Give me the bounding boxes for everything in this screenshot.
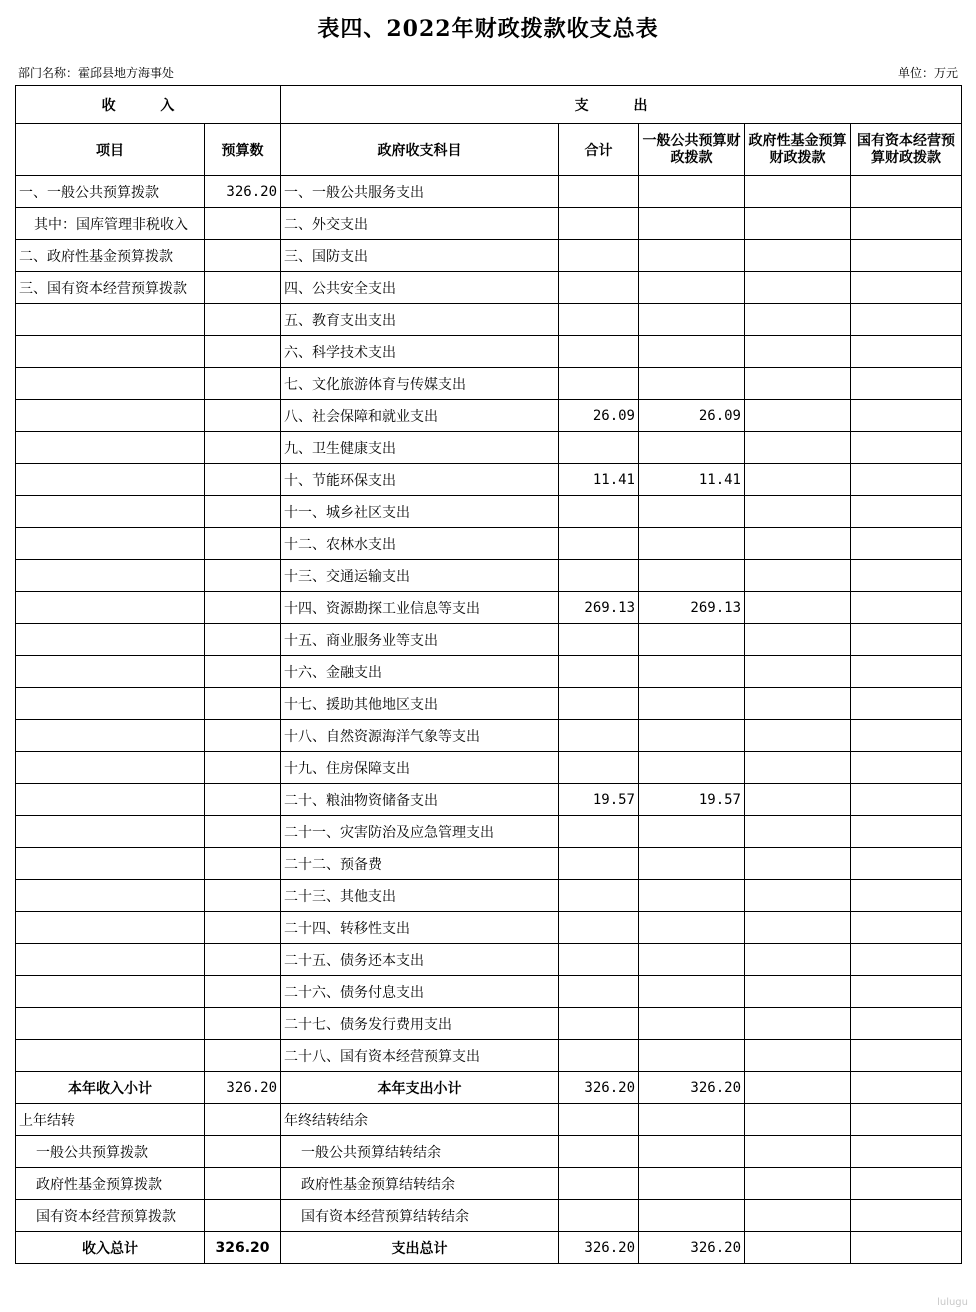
expense-general <box>639 176 745 208</box>
carry-empty-cell <box>559 1168 639 1200</box>
carry-empty-cell <box>851 1168 962 1200</box>
expense-state <box>851 528 962 560</box>
expense-total: 11.41 <box>559 464 639 496</box>
department-name: 部门名称：霍邱县地方海事处 <box>18 66 175 80</box>
table-row <box>16 560 962 592</box>
grand-total-row <box>16 1232 962 1264</box>
income-value <box>205 336 281 368</box>
expense-state <box>851 944 962 976</box>
income-value <box>205 432 281 464</box>
general-header: 一般公共预算财政拨款 <box>639 124 745 176</box>
expense-fund <box>745 816 851 848</box>
carry-empty-cell <box>851 1200 962 1232</box>
income-item: 三、国有资本经营预算拨款 <box>16 272 205 304</box>
income-item <box>16 1008 205 1040</box>
expense-general <box>639 944 745 976</box>
expense-total <box>559 688 639 720</box>
unit-label: 单位：万元 <box>897 66 958 80</box>
carry-expense-item: 年终结转结余 <box>281 1104 559 1136</box>
expense-total <box>559 560 639 592</box>
expense-general: 26.09 <box>639 400 745 432</box>
expense-subtotal-fund <box>745 1072 851 1104</box>
expense-general <box>639 752 745 784</box>
carry-income-value <box>205 1168 281 1200</box>
income-value <box>205 688 281 720</box>
expense-fund <box>745 688 851 720</box>
expense-total <box>559 656 639 688</box>
carry-row <box>16 1136 962 1168</box>
item-header: 项目 <box>16 124 205 176</box>
expense-total <box>559 752 639 784</box>
expense-general: 19.57 <box>639 784 745 816</box>
expense-total <box>559 272 639 304</box>
expense-general <box>639 880 745 912</box>
carry-empty-cell <box>745 1104 851 1136</box>
table-row <box>16 912 962 944</box>
expense-fund <box>745 528 851 560</box>
expense-general <box>639 528 745 560</box>
income-item <box>16 368 205 400</box>
subtotal-row <box>16 1072 962 1104</box>
income-item <box>16 464 205 496</box>
income-value <box>205 496 281 528</box>
expense-total <box>559 880 639 912</box>
table-row <box>16 336 962 368</box>
expense-fund <box>745 1040 851 1072</box>
expense-fund <box>745 784 851 816</box>
expense-state <box>851 752 962 784</box>
expense-fund <box>745 240 851 272</box>
carry-row <box>16 1104 962 1136</box>
expense-item: 九、卫生健康支出 <box>281 432 559 464</box>
income-item <box>16 304 205 336</box>
table-row <box>16 304 962 336</box>
income-item <box>16 880 205 912</box>
expense-general <box>639 496 745 528</box>
expense-fund <box>745 496 851 528</box>
expense-state <box>851 784 962 816</box>
expense-total <box>559 912 639 944</box>
expense-fund <box>745 560 851 592</box>
expense-item: 十一、城乡社区支出 <box>281 496 559 528</box>
expense-total: 19.57 <box>559 784 639 816</box>
expense-fund <box>745 272 851 304</box>
expense-fund <box>745 720 851 752</box>
expense-general <box>639 816 745 848</box>
income-value <box>205 880 281 912</box>
expense-fund <box>745 944 851 976</box>
carry-income-value <box>205 1200 281 1232</box>
income-grand-total-value: 326.20 <box>205 1232 281 1264</box>
budget-table <box>15 85 962 1264</box>
expense-state <box>851 208 962 240</box>
income-value <box>205 944 281 976</box>
expense-fund <box>745 304 851 336</box>
expense-state <box>851 496 962 528</box>
carry-income-item: 一般公共预算拨款 <box>16 1136 205 1168</box>
expense-state <box>851 432 962 464</box>
table-row <box>16 1008 962 1040</box>
carry-empty-cell <box>639 1136 745 1168</box>
expense-state <box>851 176 962 208</box>
expense-grand-total: 326.20 <box>559 1232 639 1264</box>
expense-total <box>559 1008 639 1040</box>
expense-general <box>639 208 745 240</box>
carry-expense-item: 国有资本经营预算结转结余 <box>281 1200 559 1232</box>
expense-general <box>639 304 745 336</box>
carry-empty-cell <box>559 1104 639 1136</box>
expense-item: 十八、自然资源海洋气象等支出 <box>281 720 559 752</box>
expense-item: 二十七、债务发行费用支出 <box>281 1008 559 1040</box>
expense-general <box>639 368 745 400</box>
table-row <box>16 432 962 464</box>
expense-fund <box>745 592 851 624</box>
expense-item: 五、教育支出支出 <box>281 304 559 336</box>
income-value <box>205 400 281 432</box>
expense-item: 二十、粮油物资储备支出 <box>281 784 559 816</box>
expense-item: 二十四、转移性支出 <box>281 912 559 944</box>
state-header: 国有资本经营预算财政拨款 <box>851 124 962 176</box>
expense-item: 二十六、债务付息支出 <box>281 976 559 1008</box>
table-row <box>16 880 962 912</box>
income-item <box>16 816 205 848</box>
expense-fund <box>745 432 851 464</box>
expense-state <box>851 400 962 432</box>
expense-fund <box>745 1008 851 1040</box>
expense-grand-total-label: 支出总计 <box>281 1232 559 1264</box>
expense-general <box>639 432 745 464</box>
income-value <box>205 784 281 816</box>
income-item: 其中：国库管理非税收入 <box>16 208 205 240</box>
carry-row <box>16 1200 962 1232</box>
income-item <box>16 400 205 432</box>
income-item <box>16 560 205 592</box>
income-item <box>16 848 205 880</box>
income-grand-total-label: 收入总计 <box>16 1232 205 1264</box>
expense-item: 二、外交支出 <box>281 208 559 240</box>
income-value <box>205 208 281 240</box>
income-item: 一、一般公共预算拨款 <box>16 176 205 208</box>
expense-general <box>639 976 745 1008</box>
expense-general <box>639 720 745 752</box>
carry-empty-cell <box>639 1168 745 1200</box>
income-value <box>205 560 281 592</box>
expense-general <box>639 656 745 688</box>
expense-state <box>851 656 962 688</box>
table-row <box>16 208 962 240</box>
table-row <box>16 176 962 208</box>
expense-item: 二十八、国有资本经营预算支出 <box>281 1040 559 1072</box>
expense-item: 十九、住房保障支出 <box>281 752 559 784</box>
watermark: lulugu <box>937 1297 968 1308</box>
table-row <box>16 368 962 400</box>
income-subtotal-label: 本年收入小计 <box>16 1072 205 1104</box>
expense-state <box>851 592 962 624</box>
expense-item: 四、公共安全支出 <box>281 272 559 304</box>
income-item <box>16 336 205 368</box>
expense-item: 二十一、灾害防治及应急管理支出 <box>281 816 559 848</box>
expense-subtotal-general: 326.20 <box>639 1072 745 1104</box>
income-item <box>16 656 205 688</box>
expense-total <box>559 1040 639 1072</box>
expense-fund <box>745 624 851 656</box>
expense-total: 26.09 <box>559 400 639 432</box>
table-row <box>16 400 962 432</box>
page-title: 表四、2022年财政拨款收支总表 <box>317 16 659 42</box>
carry-income-item: 政府性基金预算拨款 <box>16 1168 205 1200</box>
carry-income-item: 上年结转 <box>16 1104 205 1136</box>
expense-state <box>851 720 962 752</box>
header-row-1 <box>16 86 962 124</box>
expense-state <box>851 688 962 720</box>
income-value <box>205 848 281 880</box>
table-row <box>16 816 962 848</box>
expense-fund <box>745 976 851 1008</box>
income-item <box>16 912 205 944</box>
expense-total <box>559 176 639 208</box>
carry-empty-cell <box>559 1136 639 1168</box>
income-item <box>16 592 205 624</box>
expense-total <box>559 368 639 400</box>
expense-state <box>851 880 962 912</box>
expense-item: 一、一般公共服务支出 <box>281 176 559 208</box>
income-value <box>205 656 281 688</box>
carry-income-item: 国有资本经营预算拨款 <box>16 1200 205 1232</box>
income-subtotal-value: 326.20 <box>205 1072 281 1104</box>
expense-state <box>851 912 962 944</box>
expense-general <box>639 1008 745 1040</box>
carry-empty-cell <box>639 1104 745 1136</box>
subject-header: 政府收支科目 <box>281 124 559 176</box>
expense-state <box>851 272 962 304</box>
expense-general <box>639 560 745 592</box>
expense-total <box>559 432 639 464</box>
income-item <box>16 784 205 816</box>
income-header: 收 入 <box>16 86 281 124</box>
expense-item: 十、节能环保支出 <box>281 464 559 496</box>
expense-subtotal-total: 326.20 <box>559 1072 639 1104</box>
total-header: 合计 <box>559 124 639 176</box>
income-item <box>16 496 205 528</box>
expense-grand-general: 326.20 <box>639 1232 745 1264</box>
expense-item: 十六、金融支出 <box>281 656 559 688</box>
table-row <box>16 528 962 560</box>
expense-fund <box>745 176 851 208</box>
income-value <box>205 272 281 304</box>
expense-total <box>559 336 639 368</box>
income-value <box>205 752 281 784</box>
expense-state <box>851 624 962 656</box>
carry-empty-cell <box>851 1136 962 1168</box>
expense-general <box>639 624 745 656</box>
expense-state <box>851 976 962 1008</box>
expense-total <box>559 304 639 336</box>
income-value <box>205 1040 281 1072</box>
table-row <box>16 624 962 656</box>
income-value: 326.20 <box>205 176 281 208</box>
carry-empty-cell <box>745 1168 851 1200</box>
table-row <box>16 496 962 528</box>
income-item <box>16 720 205 752</box>
expense-total <box>559 720 639 752</box>
income-item <box>16 976 205 1008</box>
carry-expense-item: 政府性基金预算结转结余 <box>281 1168 559 1200</box>
income-item <box>16 624 205 656</box>
expense-fund <box>745 464 851 496</box>
income-value <box>205 464 281 496</box>
income-item <box>16 688 205 720</box>
expense-item: 二十二、预备费 <box>281 848 559 880</box>
expense-general <box>639 848 745 880</box>
expense-state <box>851 848 962 880</box>
income-value <box>205 912 281 944</box>
income-value <box>205 816 281 848</box>
budget-header: 预算数 <box>205 124 281 176</box>
expense-fund <box>745 752 851 784</box>
carry-expense-item: 一般公共预算结转结余 <box>281 1136 559 1168</box>
table-row <box>16 240 962 272</box>
income-value <box>205 528 281 560</box>
income-item <box>16 752 205 784</box>
fund-header: 政府性基金预算财政拨款 <box>745 124 851 176</box>
expense-fund <box>745 368 851 400</box>
table-row <box>16 464 962 496</box>
table-row <box>16 784 962 816</box>
expense-subtotal-label: 本年支出小计 <box>281 1072 559 1104</box>
expense-fund <box>745 848 851 880</box>
expense-state <box>851 240 962 272</box>
header-row-2 <box>16 124 962 176</box>
table-row <box>16 848 962 880</box>
expense-state <box>851 816 962 848</box>
carry-empty-cell <box>639 1200 745 1232</box>
table-row <box>16 592 962 624</box>
expense-total <box>559 496 639 528</box>
table-row <box>16 1040 962 1072</box>
expense-general <box>639 240 745 272</box>
expense-total <box>559 944 639 976</box>
income-item <box>16 528 205 560</box>
expense-fund <box>745 656 851 688</box>
expense-item: 十三、交通运输支出 <box>281 560 559 592</box>
expense-general <box>639 912 745 944</box>
expense-fund <box>745 400 851 432</box>
expense-item: 三、国防支出 <box>281 240 559 272</box>
income-value <box>205 368 281 400</box>
income-value <box>205 304 281 336</box>
expense-total <box>559 208 639 240</box>
expense-fund <box>745 912 851 944</box>
income-item: 二、政府性基金预算拨款 <box>16 240 205 272</box>
expense-state <box>851 464 962 496</box>
expense-item: 二十三、其他支出 <box>281 880 559 912</box>
expense-general: 11.41 <box>639 464 745 496</box>
expense-total <box>559 816 639 848</box>
expense-item: 六、科学技术支出 <box>281 336 559 368</box>
carry-empty-cell <box>851 1104 962 1136</box>
expense-item: 八、社会保障和就业支出 <box>281 400 559 432</box>
income-item <box>16 1040 205 1072</box>
carry-empty-cell <box>745 1200 851 1232</box>
carry-empty-cell <box>559 1200 639 1232</box>
income-value <box>205 976 281 1008</box>
expense-grand-fund <box>745 1232 851 1264</box>
expense-total <box>559 624 639 656</box>
expense-fund <box>745 336 851 368</box>
expense-total <box>559 240 639 272</box>
expense-state <box>851 336 962 368</box>
expense-total <box>559 848 639 880</box>
expense-item: 十五、商业服务业等支出 <box>281 624 559 656</box>
income-item <box>16 432 205 464</box>
expense-fund <box>745 880 851 912</box>
expense-grand-state <box>851 1232 962 1264</box>
carry-income-value <box>205 1136 281 1168</box>
expense-item: 十七、援助其他地区支出 <box>281 688 559 720</box>
expense-item: 二十五、债务还本支出 <box>281 944 559 976</box>
table-row <box>16 272 962 304</box>
expense-state <box>851 1040 962 1072</box>
expense-state <box>851 1008 962 1040</box>
expense-general <box>639 336 745 368</box>
expense-item: 十四、资源勘探工业信息等支出 <box>281 592 559 624</box>
expense-total: 269.13 <box>559 592 639 624</box>
income-value <box>205 720 281 752</box>
expense-general <box>639 688 745 720</box>
table-row <box>16 752 962 784</box>
expense-general: 269.13 <box>639 592 745 624</box>
carry-empty-cell <box>745 1136 851 1168</box>
expense-total <box>559 976 639 1008</box>
income-value <box>205 240 281 272</box>
income-value <box>205 592 281 624</box>
expense-state <box>851 560 962 592</box>
income-value <box>205 624 281 656</box>
table-row <box>16 688 962 720</box>
expense-total <box>559 528 639 560</box>
expense-state <box>851 368 962 400</box>
expense-item: 七、文化旅游体育与传媒支出 <box>281 368 559 400</box>
expense-general <box>639 1040 745 1072</box>
income-item <box>16 944 205 976</box>
table-row <box>16 976 962 1008</box>
table-row <box>16 720 962 752</box>
table-row <box>16 944 962 976</box>
carry-row <box>16 1168 962 1200</box>
income-value <box>205 1008 281 1040</box>
expense-general <box>639 272 745 304</box>
expense-state <box>851 304 962 336</box>
expense-subtotal-state <box>851 1072 962 1104</box>
expense-item: 十二、农林水支出 <box>281 528 559 560</box>
carry-income-value <box>205 1104 281 1136</box>
table-row <box>16 656 962 688</box>
expense-header: 支 出 <box>281 86 962 124</box>
expense-fund <box>745 208 851 240</box>
